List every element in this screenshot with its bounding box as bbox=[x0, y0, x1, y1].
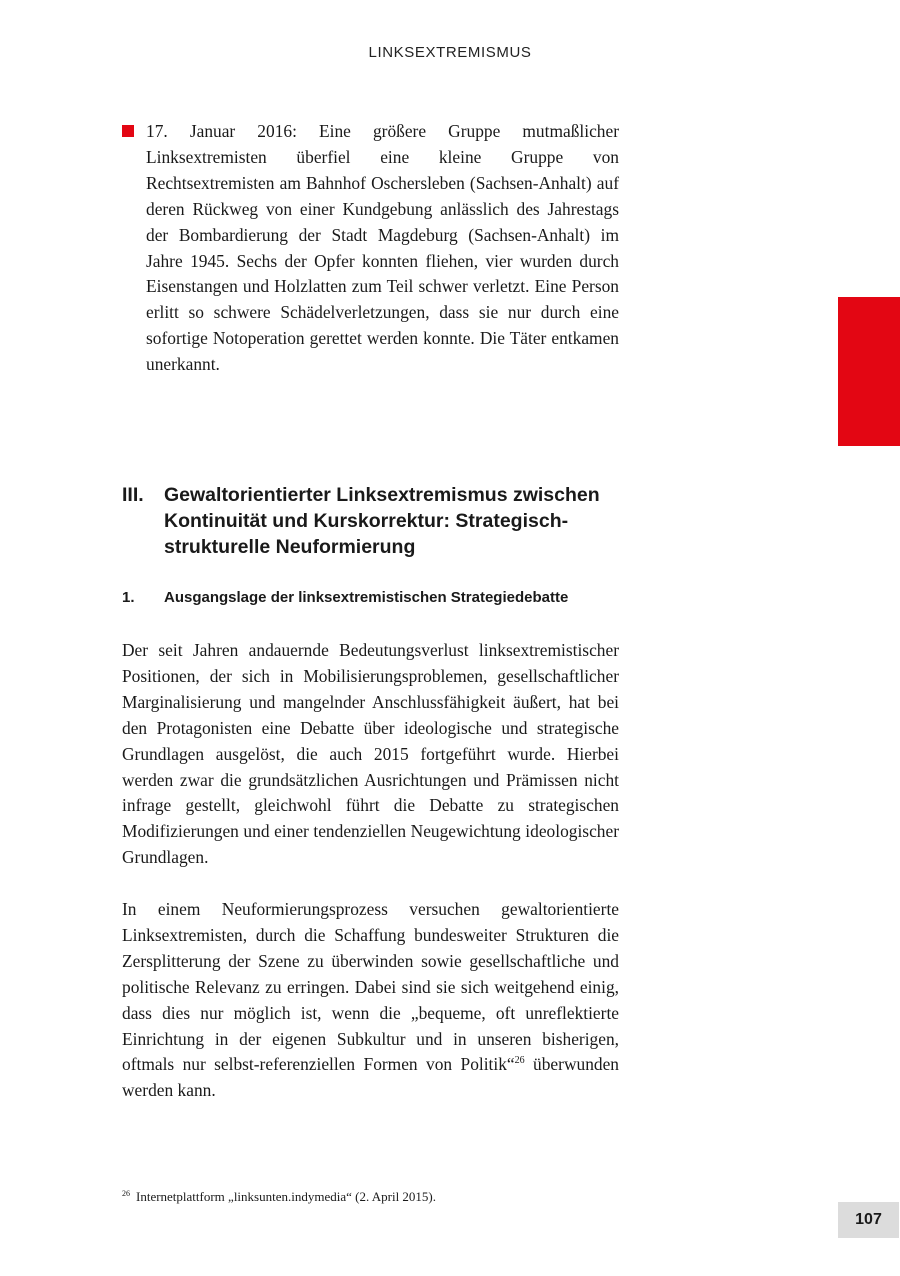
bullet-item bbox=[122, 119, 619, 378]
paragraph-2 bbox=[122, 897, 619, 1104]
footnote-text: Internetplattform „linksunten.indymedia“ (2. April 2015). bbox=[136, 1189, 437, 1204]
subsection-heading bbox=[122, 588, 622, 608]
subsection-number: 1. bbox=[122, 589, 135, 606]
bullet-text: 17. Januar 2016: Eine größere Gruppe mutmaßlicher Linksextremisten überfiel eine kleine Gruppe von Rechtsextremisten am Bahnhof Oschersleben (Sachsen-Anhalt) auf deren Rückweg von einer Kundgebung anlässlich des Jahrestags der Bombardierung der Stadt Magdeburg (Sachsen-Anhalt) im Jahre 1945. Sechs der Opfer konnten fliehen, vier wurden durch Eisenstangen und Holzlatten zum Teil schwer verletzt. Eine Person erlitt so schwere Schädelverletzungen, dass sie nur durch eine sofortige Notoperation gerettet werden konnte. Die Täter entkamen unerkannt. bbox=[146, 121, 619, 375]
red-square-bullet-icon bbox=[122, 125, 134, 137]
running-header: LINKSEXTREMISMUS bbox=[368, 44, 532, 61]
paragraph-1: Der seit Jahren andauernde Bedeutungsverlust linksextremistischer Positionen, der sich in Mobilisierungsproblemen, gesellschaftlicher Marginalisierung und mangelnder Anschlussfähigkeit äußert, hat bei den Protagonisten eine Debatte über ideologische und strategische Grundlagen ausgelöst, die auch 2015 fortgeführt wurde. Hierbei werden zwar die grundsätzlichen Ausrichtungen und Prämissen nicht infrage gestellt, gleichwohl führt die Debatte zu strategischen Modifizierungen und einer tendenziellen Neugewichtung ideologischer Grundlagen. bbox=[122, 640, 619, 868]
paragraph-2-tail: überwunden werden kann. bbox=[122, 1054, 620, 1101]
paragraph-2-text: In einem Neuformierungsprozess versuchen gewaltorientierte Linksextremisten, durch die Schaffung bundesweiter Strukturen die Zersplitterung der Szene zu überwinden sowie gesellschaftliche und politische Relevanz zu erringen. Dabei sind sie sich weitgehend einig, dass dies nur möglich ist, wenn die „bequeme, oft unreflektierte Einrichtung in der eigenen Subkultur und in unseren bisherigen, oftmals nur selbst-referenziellen Formen von Politik“ bbox=[122, 899, 619, 1075]
chapter-marker-tab bbox=[838, 297, 900, 446]
section-title: Gewaltorientierter Linksextremismus zwischen Kontinuität und Kurskorrektur: Strategisch-strukturelle Neuformierung bbox=[164, 484, 600, 558]
page-number: 107 bbox=[838, 1202, 899, 1238]
section-heading bbox=[122, 482, 622, 560]
subsection-title: Ausgangslage der linksextremistischen Strategiedebatte bbox=[164, 589, 569, 606]
section-number: III. bbox=[122, 484, 144, 506]
footnote-reference[interactable]: 26 bbox=[514, 1055, 525, 1067]
footnote-number: 26 bbox=[122, 1189, 130, 1198]
footnote bbox=[122, 1188, 722, 1206]
